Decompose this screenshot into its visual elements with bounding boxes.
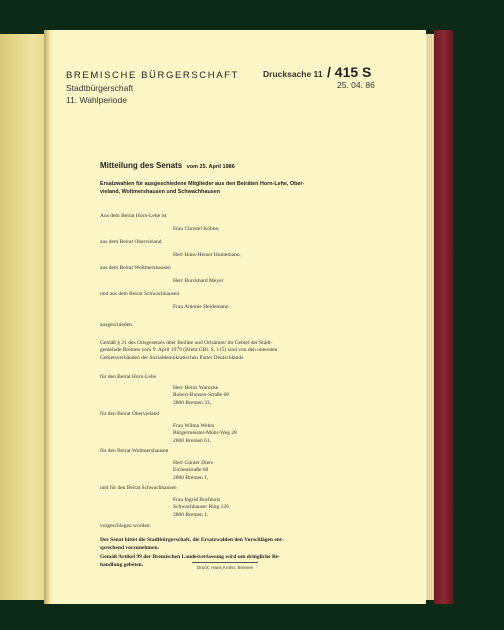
left-page [0,34,46,600]
departure-person: Herr Hans-Heiner Huntemann, [173,252,241,258]
nominee-name: Herr Günter Diers [173,460,214,466]
nominee-street: Robert-Bunsen-Straße 68 [173,392,230,399]
nominee-address [173,497,229,519]
heading-title: Mitteilung des Senats [100,161,183,170]
drucksache-number: / 415 S [327,64,372,80]
drucksache-label: Drucksache 11 [263,69,323,79]
footer-rule [192,562,258,563]
ausgeschieden-text: ausgeschieden. [100,322,134,328]
nominee-city: 2800 Bremen 61, [173,437,212,444]
nominee-name: Herr Heinz Warncke [173,385,219,391]
article-line: Gemäß Artikel 99 der Bremischen Landesverfassung wird um dringliche Be- [100,554,280,560]
nominee-street: Eichenstraße 68 [173,467,209,474]
paragraph-line: gemeinde Bremen vom 9. April 1979 (Brem.GBl. S. 115) sind von den untersten [100,347,278,354]
subject-line: vieland, Woltmershausen und Schwachhausen [100,189,221,195]
vorgeschlagen-text: vorgeschlagen worden. [100,523,151,529]
subject [100,180,304,196]
nomination-council: für den Beirat Obervieland [100,411,160,417]
departure-council: aus dem Beirat Obervieland [100,239,162,245]
heading [100,155,235,173]
paragraph-line: Gemäß § 21 des Ortsgesetzes über Beiräte und Ortsämter im Gebiet der Stadt- [100,340,273,346]
nominee-address [173,385,229,407]
departure-person: Herr Burckhard Meyer [173,278,224,284]
article-line: handlung gebeten. [100,562,144,568]
nominee-street: Bürgermeister-Mohr-Weg 28 [173,430,237,437]
nominee-city: 2800 Bremen 1, [173,474,209,481]
subject-line: Ersatzwahlen für ausgeschiedene Mitglieder aus den Beiräten Horn-Lehe, Ober- [100,181,305,187]
departure-person: Frau Antonie Heidemann [173,304,229,310]
nominee-address [173,423,237,445]
heading-date: vom 25. April 1986 [186,164,235,170]
document-page [52,30,426,604]
nomination-council: und für den Beirat Schwachhausen [100,485,177,491]
departure-person: Frau Christel Köhne, [173,226,220,232]
nominee-city: 2800 Bremen 1, [173,511,209,518]
nominee-name: Frau Wilma Wehrs [173,423,215,429]
departure-council: aus dem Beirat Woltmershausen [100,265,171,271]
nominee-city: 2800 Bremen 33, [173,399,212,406]
body-name: Stadtbürgerschaft [66,83,134,93]
request-line: Der Senat bittet die Stadtbürgerschaft, die Ersatzwahlen den Vorschlägen ent- [100,537,284,543]
document-date: 25. 04. 86 [337,80,375,90]
departure-council: und aus dem Beirat Schwachhausen [100,291,180,297]
election-period: 11. Wahlperiode [66,95,127,105]
request-line: sprechend vorzunehmen. [100,545,159,551]
nomination-council: für den Beirat Horn-Lehe [100,374,157,380]
legal-paragraph [100,340,277,362]
book-cover-edge [434,30,454,604]
senate-request [100,536,284,552]
printer-footer: Druck: Hans Krohn, Bremen [197,565,254,570]
nominee-name: Frau Ingrid Buchholz [173,497,221,503]
parliament-title: BREMISCHE BÜRGERSCHAFT [66,70,239,81]
paragraph-line: Gebietsverbänden der Sozialdemokratischen Partei Deutschlands [100,354,244,361]
book-gutter [44,30,54,604]
nomination-council: für den Beirat Woltmershausen [100,448,169,454]
departure-council: Aus dem Beirat Horn-Lehe ist [100,213,167,219]
nominee-street: Schwachhauser Ring 126 [173,504,229,511]
nominee-address [173,460,213,482]
